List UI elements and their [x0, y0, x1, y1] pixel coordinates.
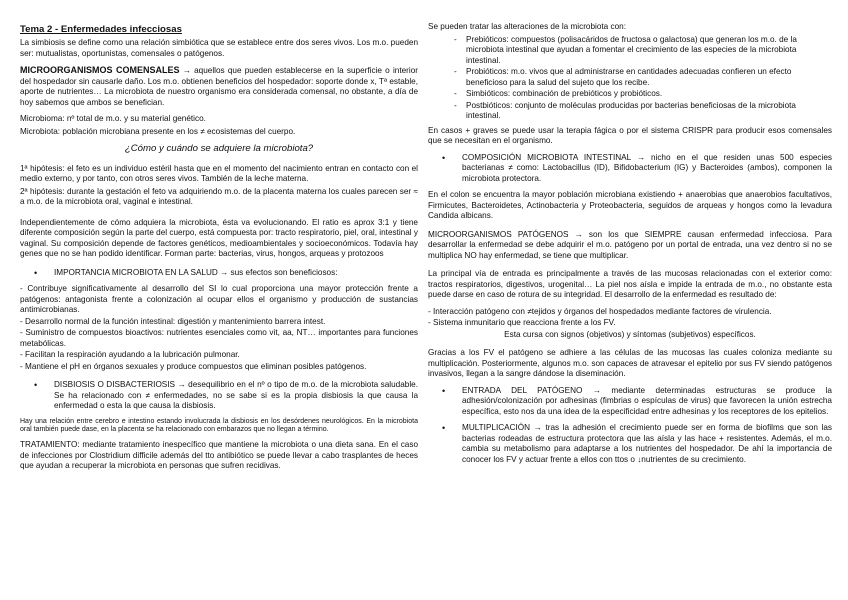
importancia-item: - Mantiene el pH en órganos sexuales y produce compuestos que eliminan posibles patógenos.	[20, 361, 367, 371]
intro-paragraph: La simbiosis se define como una relación simbiótica que se establece entre dos seres vivos. Los m.o. pueden ser: mutualistas, oportunistas, comensales o patógenos.	[20, 38, 418, 58]
importancia-item: - Desarrollo normal de la función intestinal: digestión y mantenimiento barrera intest.	[20, 316, 326, 326]
list-item: - Probióticos: m.o. vivos que al administrarse en cantidades adecuadas confieren un efecto beneficioso para la salud del sujeto que los recibe.	[466, 67, 832, 88]
def-microbioma: Microbioma: nº total de m.o. y su material genético.	[20, 114, 206, 124]
colon-paragraph: En el colon se encuentra la mayor población microbiana existiendo + anaerobias que anaerobios facultativos, Firmicutes, Bacteroidetes, Actinobacteria y Proteobacteria, seguidos de arqueas y hongos como la levadura Candida albicans.	[428, 190, 832, 220]
disbiosis-paragraph: • DISBIOSIS O DISBACTERIOSIS → desequilibrio en el nº o tipo de m.o. de la microbiota saludable. Se ha relacionado con ≠ enfermedades, no se sabe si es la propia disbiosis la que causa la enfermedad o esta la que causa la disbiosis.	[20, 380, 418, 412]
multiplicacion-paragraph: • MULTIPLICACIÓN → tras la adhesión el crecimiento puede ser en forma de biofilms que son las bacterias rodeadas de estructura protectora que las aísla y las hace + resistentes. Además, el m.o. cambia su metabolismo para adaptarse a los nutrientes del hospedador. De ahí la importancia de conocer los FV y actuar frente a ellos con ttos o ↓nutrientes de su crecimiento.	[428, 423, 832, 465]
alteraciones-intro: Se pueden tratar las alteraciones de la microbiota con:	[428, 22, 626, 31]
list-item: - Simbióticos: combinación de prebióticos y probióticos.	[466, 89, 832, 100]
importancia-item: - Contribuye significativamente al desarrollo del SI lo cual proporciona una mayor protección frente a patógenos: antagonista frente a colonización al ocupar ellos el organismo y producción de sustancias antimicrobianas.	[20, 284, 418, 315]
resultado-item: - Interacción patógeno con ≠tejidos y órganos del hospedados mediante factores de virulencia.	[428, 306, 772, 316]
comensales-text: → aquellos que pueden establecerse en la superficie o interior del hospedador sin causarle daño. Los m.o. obtienen beneficios del hospedador: soporte donde x, Tª estable, aporte de nutrientes… La microbiota de nuestro organismo era considerada comensal, no obstante, a día de hoy sabemos que ambos se benefician.	[20, 66, 418, 107]
signos-line: Esta cursa con signos (objetivos) y síntomas (subjetivos) específicos.	[504, 329, 756, 339]
intestinal-paragraph: • COMPOSICIÓN MICROBIOTA INTESTINAL → nicho en el que residen unas 500 especies bacterianas ≠ como: Lactobacillus (ID), Bifidobacterium (IG) y Bacteroides (ambos), componen la microbiota protectora.	[428, 153, 832, 185]
via-entrada-paragraph: La principal vía de entrada es principalmente a través de las mucosas relacionadas con el exterior como: tractos respiratorios, digestivos, urogenital… La piel nos aísla e impide la entrada de m.o., no obstante esta puede darse en caso de rotura de su integridad. El desarrollo de la enfermedad es resultado de:	[428, 269, 832, 299]
importancia-heading: • IMPORTANCIA MICROBIOTA EN LA SALUD → sus efectos son beneficiosos:	[20, 268, 418, 279]
left-column	[20, 0, 418, 600]
note-small: Hay una relación entre cerebro e intestino estando involucrada la disbiosis en los desórdenes neurológicos. En la microbiota oral también puede dase, en la placenta se ha relacionado con embarazos que no llegan a término.	[20, 417, 418, 433]
comensales-paragraph	[20, 65, 418, 108]
terapia-paragraph: En casos + graves se puede usar la terapia fágica o por el sistema CRISPR para producir esos comensales que se necesitan en el organismo.	[428, 125, 832, 145]
patogenos-paragraph: MICROORGANISMOS PATÓGENOS → son los que SIEMPRE causan enfermedad infecciosa. Para desarrollar la enfermedad se debe adquirir el m.o. patógeno por un portal de entrada, una vez dentro si no se multiplica NO hay enfermedad, se tiene que multiplicar.	[428, 229, 832, 260]
question-heading: ¿Cómo y cuándo se adquiere la microbiota?	[124, 143, 314, 155]
list-item: - Postbióticos: conjunto de moléculas producidas por bacterias beneficiosas de la microbiota intestinal.	[466, 101, 832, 122]
hipotesis-1: 1ª hipótesis: el feto es un individuo estéril hasta que en el momento del nacimiento entran en contacto con el medio externo, y por tanto, con otros seres vivos. También de la leche materna.	[20, 163, 418, 184]
importancia-item: - Facilitan la respiración ayudando a la lubricación pulmonar.	[20, 350, 240, 360]
def-microbiota: Microbiota: población microbiana presente en los ≠ ecosistemas del cuerpo.	[20, 126, 296, 136]
comensales-heading: MICROORGANISMOS COMENSALES	[20, 65, 180, 76]
resultado-item: - Sistema inmunitario que reacciona frente a los FV.	[428, 318, 616, 327]
composicion-paragraph: Independientemente de cómo adquiera la microbiota, ésta va evolucionando. El ratio es aprox 3:1 y tiene diferente composición según la parte del cuerpo, está compuesta por: tracto respiratorio, piel, oral, intestinal y vaginal. Su composición depende de factores genéticos, medioambientales y socioeconómicos. Todavía hay genes que no se han podido identificar. Forman parte: bacterias, virus, hongos, arqueas y protozoos	[20, 217, 418, 259]
alteraciones-list	[428, 35, 832, 122]
list-item: - Prebióticos: compuestos (polisacáridos de fructosa o galactosa) que generan los m.o. de la microbiota intestinal que ayudan a fomentar el crecimiento de las especies de la microbiota intestinal.	[466, 35, 832, 67]
entrada-paragraph: • ENTRADA DEL PATÓGENO → mediante determinadas estructuras se produce la adhesión/colonización por adhesinas (fimbrias o espículas de virus) que favorecen la unión estrecha específica, esto nos da una idea de la especificidad entre adhesinas y los receptores de los epitelios.	[428, 386, 832, 418]
importancia-item: - Suministro de compuestos bioactivos: nutrientes esenciales como vit, aa, NT… importantes para funciones metabólicas.	[20, 328, 418, 348]
hipotesis-2: 2ª hipótesis: durante la gestación el feto va adquiriendo m.o. de la placenta materna los cuales parecen ser ≈ a m.o. de la microbiota oral, vaginal e intestinal.	[20, 186, 418, 207]
fv-paragraph: Gracias a los FV el patógeno se adhiere a las células de las mucosas las cuales coloniza mediante su multiplicación. Posteriormente, algunos m.o. son capaces de atravesar el epitelio por sus FV siendo patógenos invasivos, llegan a la sangre dándose la diseminación.	[428, 348, 832, 378]
tratamiento-paragraph: TRATAMIENTO: mediante tratamiento inespecífico que mantiene la microbiota o una dieta sana. En el caso de infecciones por Clostridium difficile además del tto antibiótico se puede llevar a cabo trasplantes de heces que ayudan a recuperar la microbiota en personas que sufren recidivas.	[20, 440, 418, 471]
page-title: Tema 2 - Enfermedades infecciosas	[20, 24, 182, 35]
right-column	[428, 0, 832, 600]
